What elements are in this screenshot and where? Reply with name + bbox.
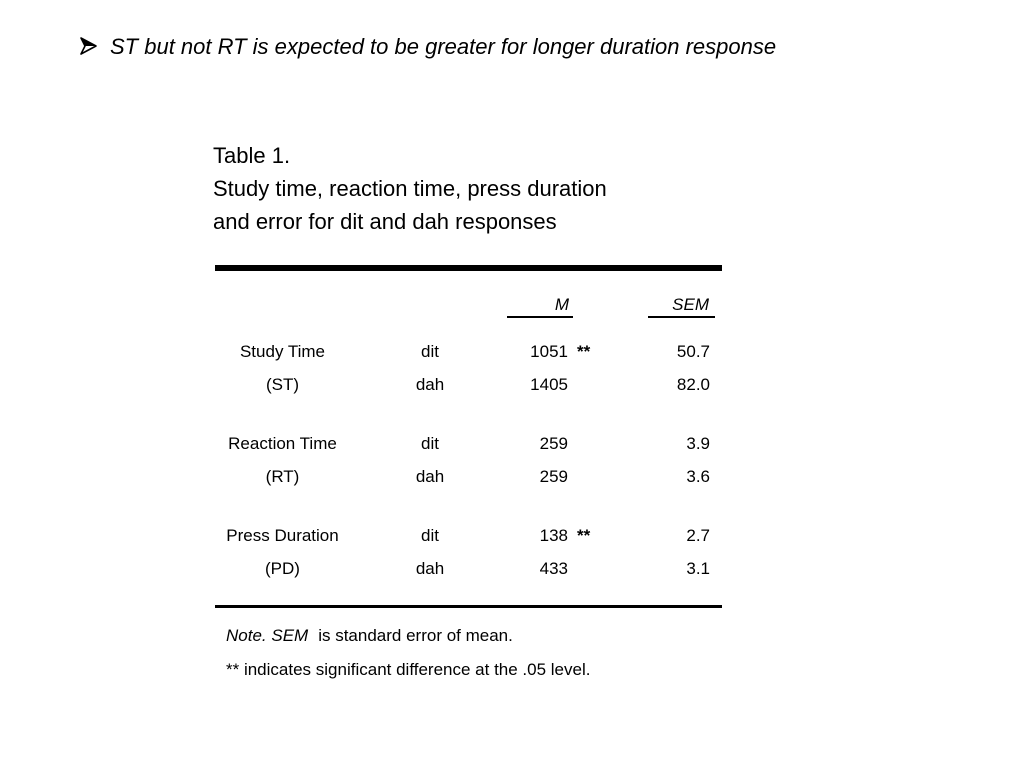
table-note-sem-text: is standard error of mean. bbox=[318, 626, 513, 645]
table-top-rule bbox=[215, 265, 722, 271]
table-cell-mean: 433 bbox=[539, 559, 568, 578]
table-bottom-rule bbox=[215, 605, 722, 608]
table-cell-sem: 2.7 bbox=[686, 526, 710, 545]
column-header-sem: SEM bbox=[672, 295, 709, 314]
table-cell-measure: Press Duration bbox=[226, 526, 339, 545]
table-cell-mean: 1405 bbox=[530, 375, 568, 394]
table-cell-response: dah bbox=[415, 467, 445, 486]
table-cell-measure: (RT) bbox=[265, 467, 300, 486]
arrowhead-bullet-icon bbox=[78, 36, 98, 56]
table-cell-sem: 50.7 bbox=[676, 342, 710, 361]
table-title bbox=[213, 139, 607, 238]
table-title-line-2: Study time, reaction time, press duration bbox=[213, 176, 607, 201]
table-cell-sem: 3.6 bbox=[686, 467, 710, 486]
table-cell-measure: (PD) bbox=[265, 559, 300, 578]
table-cell-sem: 82.0 bbox=[676, 375, 710, 394]
table-cell-mean: 138 bbox=[539, 526, 568, 545]
column-header-sem-underline bbox=[648, 316, 715, 318]
table-cell-measure: Reaction Time bbox=[228, 434, 337, 453]
table-cell-measure: Study Time bbox=[239, 342, 326, 361]
table-cell-sem: 3.1 bbox=[686, 559, 710, 578]
table-cell-measure: (ST) bbox=[265, 375, 300, 394]
table-note-significance: ** indicates significant difference at the .05 level. bbox=[226, 660, 591, 679]
table-cell-response: dit bbox=[421, 526, 439, 545]
table-cell-mean: 1051 bbox=[530, 342, 568, 361]
table-cell-mean: 259 bbox=[539, 467, 568, 486]
table-cell-significance: ** bbox=[577, 342, 591, 361]
bullet-point bbox=[78, 33, 776, 61]
table-note-sem bbox=[226, 625, 513, 647]
table-cell-mean: 259 bbox=[539, 434, 568, 453]
column-header-mean-underline bbox=[507, 316, 573, 318]
table-cell-significance: ** bbox=[577, 526, 591, 545]
table-cell-response: dit bbox=[421, 342, 439, 361]
table-title-line-1: Table 1. bbox=[213, 143, 291, 168]
table-cell-response: dit bbox=[421, 434, 439, 453]
table-title-line-3: and error for dit and dah responses bbox=[213, 209, 557, 234]
table-note-sem-lead: Note. SEM bbox=[226, 626, 309, 645]
table-cell-response: dah bbox=[415, 375, 445, 394]
bullet-text: ST but not RT is expected to be greater for longer duration response bbox=[110, 34, 777, 59]
table-cell-response: dah bbox=[415, 559, 445, 578]
column-header-mean: M bbox=[554, 295, 569, 314]
table-cell-sem: 3.9 bbox=[686, 434, 710, 453]
